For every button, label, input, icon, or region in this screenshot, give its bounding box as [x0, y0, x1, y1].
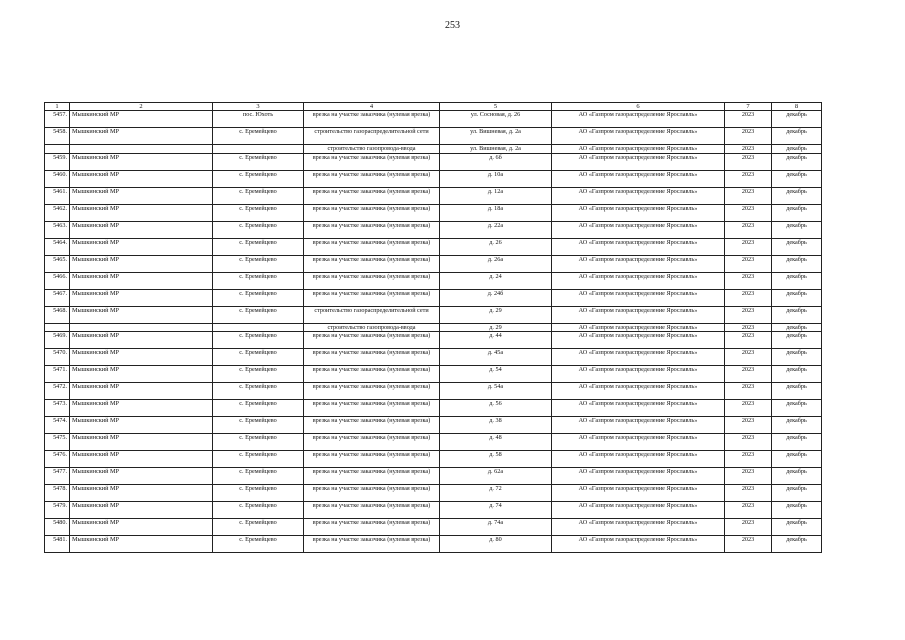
cell-organization: АО «Газпром газораспределение Ярославль»: [552, 501, 725, 518]
cell-number: [45, 145, 70, 153]
table-row: [45, 501, 822, 518]
cell-month: декабрь: [772, 272, 822, 289]
table-row: [45, 433, 822, 450]
cell-settlement: с. Еремейцево: [213, 348, 304, 365]
cell-settlement: с. Еремейцево: [213, 238, 304, 255]
cell-month: декабрь: [772, 204, 822, 221]
cell-address: ул. Вишневая, д. 2а: [440, 128, 552, 145]
column-header: 7: [725, 103, 772, 111]
cell-month: декабрь: [772, 501, 822, 518]
cell-address: д. 44: [440, 331, 552, 348]
table-row: [45, 450, 822, 467]
cell-year: 2023: [725, 348, 772, 365]
cell-district: Мышкинский МР: [70, 467, 213, 484]
cell-number: 5467.: [45, 289, 70, 306]
cell-year: 2023: [725, 272, 772, 289]
cell-district: Мышкинский МР: [70, 484, 213, 501]
cell-district: Мышкинский МР: [70, 255, 213, 272]
cell-organization: АО «Газпром газораспределение Ярославль»: [552, 187, 725, 204]
cell-address: д. 22а: [440, 221, 552, 238]
cell-district: Мышкинский МР: [70, 272, 213, 289]
table-row: [45, 289, 822, 306]
cell-address: д. 72: [440, 484, 552, 501]
cell-organization: АО «Газпром газораспределение Ярославль»: [552, 416, 725, 433]
cell-number: 5471.: [45, 365, 70, 382]
cell-organization: АО «Газпром газораспределение Ярославль»: [552, 153, 725, 170]
cell-organization: АО «Газпром газораспределение Ярославль»: [552, 238, 725, 255]
cell-work-type: врезка на участке заказчика (нулевая врезка): [304, 518, 440, 535]
column-header: 2: [70, 103, 213, 111]
cell-settlement: с. Еремейцево: [213, 518, 304, 535]
cell-settlement: с. Еремейцево: [213, 221, 304, 238]
cell-number: 5463.: [45, 221, 70, 238]
cell-organization: АО «Газпром газораспределение Ярославль»: [552, 128, 725, 145]
cell-number: 5470.: [45, 348, 70, 365]
cell-work-type: врезка на участке заказчика (нулевая врезка): [304, 348, 440, 365]
cell-organization: АО «Газпром газораспределение Ярославль»: [552, 111, 725, 128]
cell-month: декабрь: [772, 450, 822, 467]
cell-work-type: врезка на участке заказчика (нулевая врезка): [304, 416, 440, 433]
cell-number: 5475.: [45, 433, 70, 450]
table-row: [45, 153, 822, 170]
cell-number: 5459.: [45, 153, 70, 170]
cell-address: д. 29: [440, 306, 552, 323]
cell-work-type: врезка на участке заказчика (нулевая врезка): [304, 331, 440, 348]
cell-organization: АО «Газпром газораспределение Ярославль»: [552, 518, 725, 535]
cell-district: Мышкинский МР: [70, 221, 213, 238]
cell-settlement: с. Еремейцево: [213, 382, 304, 399]
cell-district: Мышкинский МР: [70, 535, 213, 552]
cell-month: декабрь: [772, 170, 822, 187]
cell-address: д. 74: [440, 501, 552, 518]
cell-organization: АО «Газпром газораспределение Ярославль»: [552, 450, 725, 467]
cell-settlement: с. Еремейцево: [213, 467, 304, 484]
column-number-row: [45, 103, 822, 111]
cell-district: [70, 323, 213, 331]
cell-work-type: врезка на участке заказчика (нулевая врезка): [304, 365, 440, 382]
cell-year: 2023: [725, 221, 772, 238]
cell-organization: АО «Газпром газораспределение Ярославль»: [552, 323, 725, 331]
cell-work-type: строительство газораспределительной сети: [304, 306, 440, 323]
cell-number: 5480.: [45, 518, 70, 535]
cell-month: декабрь: [772, 535, 822, 552]
cell-work-type: врезка на участке заказчика (нулевая врезка): [304, 187, 440, 204]
cell-settlement: с. Еремейцево: [213, 331, 304, 348]
cell-month: декабрь: [772, 238, 822, 255]
cell-address: д. 26: [440, 238, 552, 255]
cell-number: 5476.: [45, 450, 70, 467]
cell-district: Мышкинский МР: [70, 416, 213, 433]
cell-year: 2023: [725, 399, 772, 416]
cell-organization: АО «Газпром газораспределение Ярославль»: [552, 331, 725, 348]
cell-organization: АО «Газпром газораспределение Ярославль»: [552, 306, 725, 323]
column-header: 3: [213, 103, 304, 111]
cell-address: ул. Вишневая, д. 2а: [440, 145, 552, 153]
table-row: [45, 399, 822, 416]
cell-number: 5465.: [45, 255, 70, 272]
cell-settlement: [213, 145, 304, 153]
table-row: [45, 272, 822, 289]
cell-number: [45, 323, 70, 331]
cell-year: 2023: [725, 535, 772, 552]
cell-organization: АО «Газпром газораспределение Ярославль»: [552, 433, 725, 450]
cell-address: д. 74а: [440, 518, 552, 535]
table-row: [45, 331, 822, 348]
cell-address: д. 12а: [440, 187, 552, 204]
cell-organization: АО «Газпром газораспределение Ярославль»: [552, 382, 725, 399]
cell-settlement: с. Еремейцево: [213, 204, 304, 221]
cell-settlement: с. Еремейцево: [213, 416, 304, 433]
cell-address: д. 6б: [440, 153, 552, 170]
cell-settlement: с. Еремейцево: [213, 450, 304, 467]
cell-work-type: врезка на участке заказчика (нулевая врезка): [304, 484, 440, 501]
table-row: [45, 187, 822, 204]
column-header: 8: [772, 103, 822, 111]
cell-settlement: пос. Юхоть: [213, 111, 304, 128]
cell-district: Мышкинский МР: [70, 238, 213, 255]
cell-number: 5466.: [45, 272, 70, 289]
cell-work-type: врезка на участке заказчика (нулевая врезка): [304, 289, 440, 306]
cell-month: декабрь: [772, 433, 822, 450]
cell-address: д. 38: [440, 416, 552, 433]
cell-district: Мышкинский МР: [70, 399, 213, 416]
cell-work-type: врезка на участке заказчика (нулевая врезка): [304, 272, 440, 289]
cell-month: декабрь: [772, 255, 822, 272]
cell-work-type: врезка на участке заказчика (нулевая врезка): [304, 535, 440, 552]
cell-organization: АО «Газпром газораспределение Ярославль»: [552, 221, 725, 238]
cell-settlement: с. Еремейцево: [213, 535, 304, 552]
cell-organization: АО «Газпром газораспределение Ярославль»: [552, 399, 725, 416]
cell-year: 2023: [725, 467, 772, 484]
cell-district: Мышкинский МР: [70, 153, 213, 170]
cell-year: 2023: [725, 204, 772, 221]
cell-settlement: с. Еремейцево: [213, 187, 304, 204]
table-row: [45, 348, 822, 365]
page-number: 253: [445, 20, 460, 31]
table-subrow: [45, 323, 822, 331]
cell-district: Мышкинский МР: [70, 382, 213, 399]
cell-year: 2023: [725, 238, 772, 255]
cell-district: Мышкинский МР: [70, 204, 213, 221]
cell-settlement: с. Еремейцево: [213, 365, 304, 382]
cell-organization: АО «Газпром газораспределение Ярославль»: [552, 204, 725, 221]
cell-number: 5462.: [45, 204, 70, 221]
cell-work-type: строительство газораспределительной сети: [304, 128, 440, 145]
table-row: [45, 416, 822, 433]
table-row: [45, 518, 822, 535]
cell-work-type: врезка на участке заказчика (нулевая врезка): [304, 221, 440, 238]
cell-organization: АО «Газпром газораспределение Ярославль»: [552, 348, 725, 365]
cell-address: д. 54а: [440, 382, 552, 399]
cell-work-type: врезка на участке заказчика (нулевая врезка): [304, 382, 440, 399]
cell-number: 5457.: [45, 111, 70, 128]
cell-settlement: с. Еремейцево: [213, 170, 304, 187]
cell-number: 5461.: [45, 187, 70, 204]
cell-work-type: врезка на участке заказчика (нулевая врезка): [304, 153, 440, 170]
cell-district: Мышкинский МР: [70, 348, 213, 365]
column-header: 1: [45, 103, 70, 111]
table-row: [45, 382, 822, 399]
cell-district: Мышкинский МР: [70, 187, 213, 204]
cell-organization: АО «Газпром газораспределение Ярославль»: [552, 289, 725, 306]
cell-settlement: с. Еремейцево: [213, 306, 304, 323]
cell-number: 5472.: [45, 382, 70, 399]
cell-district: Мышкинский МР: [70, 518, 213, 535]
cell-month: декабрь: [772, 416, 822, 433]
cell-number: 5460.: [45, 170, 70, 187]
cell-address: ул. Сосновая, д. 26: [440, 111, 552, 128]
cell-number: 5469.: [45, 331, 70, 348]
cell-number: 5479.: [45, 501, 70, 518]
cell-address: д. 45а: [440, 348, 552, 365]
cell-month: декабрь: [772, 128, 822, 145]
cell-year: 2023: [725, 306, 772, 323]
cell-settlement: с. Еремейцево: [213, 272, 304, 289]
cell-month: декабрь: [772, 399, 822, 416]
cell-organization: АО «Газпром газораспределение Ярославль»: [552, 365, 725, 382]
cell-settlement: с. Еремейцево: [213, 501, 304, 518]
cell-year: 2023: [725, 365, 772, 382]
cell-work-type: врезка на участке заказчика (нулевая врезка): [304, 170, 440, 187]
cell-district: Мышкинский МР: [70, 111, 213, 128]
cell-month: декабрь: [772, 221, 822, 238]
cell-year: 2023: [725, 187, 772, 204]
cell-number: 5477.: [45, 467, 70, 484]
cell-settlement: [213, 323, 304, 331]
cell-month: декабрь: [772, 111, 822, 128]
cell-number: 5458.: [45, 128, 70, 145]
cell-number: 5464.: [45, 238, 70, 255]
cell-work-type: врезка на участке заказчика (нулевая врезка): [304, 467, 440, 484]
cell-number: 5478.: [45, 484, 70, 501]
cell-month: декабрь: [772, 323, 822, 331]
cell-number: 5468.: [45, 306, 70, 323]
table-row: [45, 204, 822, 221]
cell-organization: АО «Газпром газораспределение Ярославль»: [552, 467, 725, 484]
cell-year: 2023: [725, 111, 772, 128]
cell-address: д. 58: [440, 450, 552, 467]
cell-year: 2023: [725, 145, 772, 153]
cell-address: д. 62а: [440, 467, 552, 484]
cell-work-type: врезка на участке заказчика (нулевая врезка): [304, 399, 440, 416]
cell-district: Мышкинский МР: [70, 450, 213, 467]
cell-district: Мышкинский МР: [70, 331, 213, 348]
cell-month: декабрь: [772, 187, 822, 204]
cell-district: [70, 145, 213, 153]
cell-work-type: врезка на участке заказчика (нулевая врезка): [304, 450, 440, 467]
cell-year: 2023: [725, 323, 772, 331]
cell-address: д. 24: [440, 272, 552, 289]
cell-month: декабрь: [772, 382, 822, 399]
cell-district: Мышкинский МР: [70, 365, 213, 382]
cell-organization: АО «Газпром газораспределение Ярославль»: [552, 255, 725, 272]
cell-district: Мышкинский МР: [70, 170, 213, 187]
cell-year: 2023: [725, 484, 772, 501]
cell-address: д. 80: [440, 535, 552, 552]
table-row: [45, 255, 822, 272]
table-body: [45, 111, 822, 552]
cell-work-type: врезка на участке заказчика (нулевая врезка): [304, 204, 440, 221]
cell-work-type: строительство газопровода-ввода: [304, 145, 440, 153]
cell-year: 2023: [725, 331, 772, 348]
cell-address: д. 24б: [440, 289, 552, 306]
cell-year: 2023: [725, 289, 772, 306]
cell-year: 2023: [725, 153, 772, 170]
cell-month: декабрь: [772, 365, 822, 382]
cell-organization: АО «Газпром газораспределение Ярославль»: [552, 484, 725, 501]
cell-month: декабрь: [772, 518, 822, 535]
table-row: [45, 484, 822, 501]
cell-work-type: врезка на участке заказчика (нулевая врезка): [304, 255, 440, 272]
cell-settlement: с. Еремейцево: [213, 153, 304, 170]
cell-settlement: с. Еремейцево: [213, 289, 304, 306]
column-header: 4: [304, 103, 440, 111]
cell-organization: АО «Газпром газораспределение Ярославль»: [552, 535, 725, 552]
cell-address: д. 56: [440, 399, 552, 416]
table-row: [45, 221, 822, 238]
cell-number: 5481.: [45, 535, 70, 552]
cell-address: д. 10а: [440, 170, 552, 187]
cell-year: 2023: [725, 382, 772, 399]
cell-organization: АО «Газпром газораспределение Ярославль»: [552, 170, 725, 187]
table-row: [45, 111, 822, 128]
cell-number: 5473.: [45, 399, 70, 416]
cell-month: декабрь: [772, 484, 822, 501]
cell-month: декабрь: [772, 289, 822, 306]
column-header: 5: [440, 103, 552, 111]
table-row: [45, 365, 822, 382]
cell-work-type: строительство газопровода-ввода: [304, 323, 440, 331]
cell-year: 2023: [725, 450, 772, 467]
cell-year: 2023: [725, 501, 772, 518]
cell-settlement: с. Еремейцево: [213, 484, 304, 501]
cell-settlement: с. Еремейцево: [213, 433, 304, 450]
cell-address: д. 54: [440, 365, 552, 382]
cell-month: декабрь: [772, 145, 822, 153]
cell-year: 2023: [725, 255, 772, 272]
table-row: [45, 128, 822, 145]
cell-month: декабрь: [772, 306, 822, 323]
cell-settlement: с. Еремейцево: [213, 128, 304, 145]
cell-year: 2023: [725, 433, 772, 450]
cell-month: декабрь: [772, 331, 822, 348]
cell-work-type: врезка на участке заказчика (нулевая врезка): [304, 111, 440, 128]
table-row: [45, 467, 822, 484]
cell-district: Мышкинский МР: [70, 433, 213, 450]
cell-month: декабрь: [772, 467, 822, 484]
cell-address: д. 18а: [440, 204, 552, 221]
cell-month: декабрь: [772, 153, 822, 170]
column-header: 6: [552, 103, 725, 111]
cell-settlement: с. Еремейцево: [213, 255, 304, 272]
cell-organization: АО «Газпром газораспределение Ярославль»: [552, 145, 725, 153]
cell-month: декабрь: [772, 348, 822, 365]
cell-district: Мышкинский МР: [70, 306, 213, 323]
table-subrow: [45, 145, 822, 153]
cell-district: Мышкинский МР: [70, 501, 213, 518]
cell-number: 5474.: [45, 416, 70, 433]
cell-address: д. 26а: [440, 255, 552, 272]
cell-address: д. 29: [440, 323, 552, 331]
cell-work-type: врезка на участке заказчика (нулевая врезка): [304, 238, 440, 255]
cell-work-type: врезка на участке заказчика (нулевая врезка): [304, 501, 440, 518]
table-row: [45, 306, 822, 323]
schedule-table: [44, 102, 822, 553]
cell-year: 2023: [725, 518, 772, 535]
table-row: [45, 238, 822, 255]
cell-organization: АО «Газпром газораспределение Ярославль»: [552, 272, 725, 289]
cell-year: 2023: [725, 416, 772, 433]
cell-address: д. 48: [440, 433, 552, 450]
cell-work-type: врезка на участке заказчика (нулевая врезка): [304, 433, 440, 450]
cell-district: Мышкинский МР: [70, 289, 213, 306]
cell-settlement: с. Еремейцево: [213, 399, 304, 416]
table-row: [45, 535, 822, 552]
table-row: [45, 170, 822, 187]
cell-district: Мышкинский МР: [70, 128, 213, 145]
cell-year: 2023: [725, 170, 772, 187]
cell-year: 2023: [725, 128, 772, 145]
